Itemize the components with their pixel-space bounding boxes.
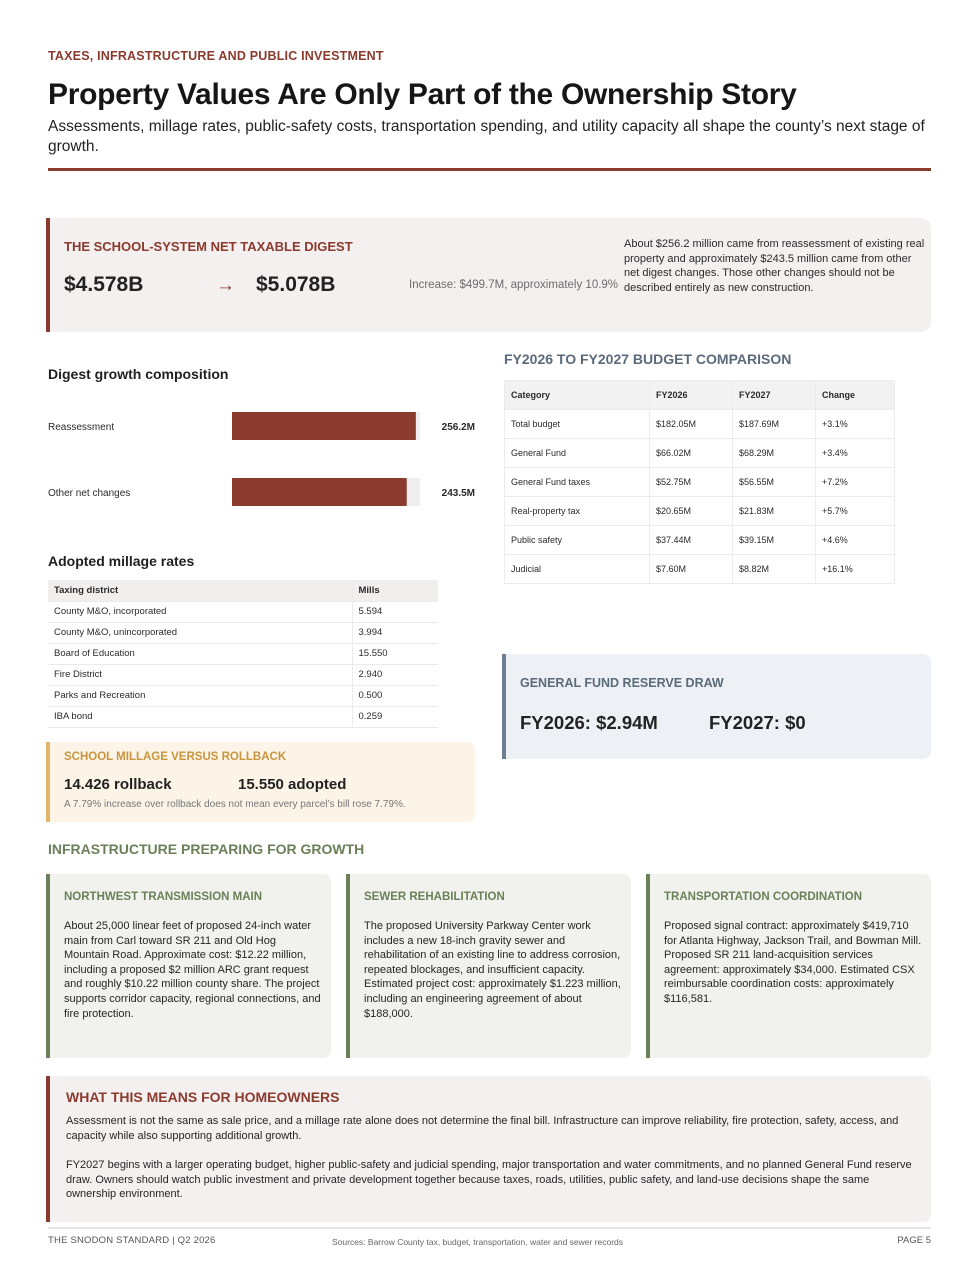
card-title: SEWER REHABILITATION xyxy=(364,891,505,903)
fy2027-cell: $21.83M xyxy=(733,497,816,526)
card-title: TRANSPORTATION COORDINATION xyxy=(664,891,863,903)
chart-title: Digest growth composition xyxy=(48,366,229,382)
column-header: Taxing district xyxy=(48,580,352,601)
school-millage-title: SCHOOL MILLAGE VERSUS ROLLBACK xyxy=(64,751,287,763)
table-row xyxy=(48,664,438,685)
district-cell: Parks and Recreation xyxy=(48,685,352,706)
table-header-row xyxy=(505,381,895,410)
table-row xyxy=(48,601,438,622)
table-row xyxy=(48,706,438,727)
bar xyxy=(232,478,407,506)
category-cell: General Fund xyxy=(505,439,650,468)
district-cell: Fire District xyxy=(48,664,352,685)
change-cell: +3.1% xyxy=(816,410,895,439)
school-millage-callout xyxy=(46,742,475,822)
mills-cell: 5.594 xyxy=(352,601,438,622)
category-cell: General Fund taxes xyxy=(505,468,650,497)
reserve-fy2027: FY2027: $0 xyxy=(709,712,806,733)
change-cell: +3.4% xyxy=(816,439,895,468)
category-label: Other net changes xyxy=(48,488,131,499)
change-cell: +5.7% xyxy=(816,497,895,526)
card-body: Proposed signal contract: approximately $419,710 for Atlanta Highway, Jackson Trail, and Bowman Mill. Proposed SR 211 land-acquisition services agreement: approximately $34,000. Estimated CSX reimbursable coordination costs: approximately $116,581. xyxy=(664,920,922,1005)
fy2026-cell: $37.44M xyxy=(650,526,733,555)
bar-value-label: 256.2M xyxy=(441,422,475,433)
card-sewer-rehabilitation xyxy=(346,874,631,1058)
millage-table xyxy=(48,580,438,728)
table-row xyxy=(505,439,895,468)
mills-cell: 3.994 xyxy=(352,622,438,643)
homeowners-callout xyxy=(46,1076,931,1222)
rollback-rate: 14.426 rollback xyxy=(64,776,172,793)
fy2027-cell: $187.69M xyxy=(733,410,816,439)
column-header: FY2026 xyxy=(650,381,733,410)
budget-title: FY2026 TO FY2027 BUDGET COMPARISON xyxy=(504,351,792,367)
bar xyxy=(232,412,416,440)
digest-growth-chart xyxy=(0,390,490,520)
homeowners-title: WHAT THIS MEANS FOR HOMEOWNERS xyxy=(66,1089,340,1105)
category-cell: Total budget xyxy=(505,410,650,439)
mills-cell: 0.500 xyxy=(352,685,438,706)
budget-table xyxy=(504,380,895,584)
column-header: Mills xyxy=(352,580,438,601)
district-cell: County M&O, unincorporated xyxy=(48,622,352,643)
millage-title: Adopted millage rates xyxy=(48,553,195,569)
table-row xyxy=(48,622,438,643)
publication-name: THE SNODON STANDARD | Q2 2026 xyxy=(48,1235,216,1246)
digest-to-value: $5.078B xyxy=(256,273,336,296)
digest-note: About $256.2 million came from reassessment of existing real property and approximately $243.5 million came from other net digest changes. Those other changes should not be described entirely as new construction. xyxy=(624,238,925,295)
card-transmission-main xyxy=(46,874,331,1058)
school-millage-note: A 7.79% increase over rollback does not mean every parcel’s bill rose 7.79%. xyxy=(64,799,406,810)
arrow-right-icon: → xyxy=(216,275,235,296)
section-kicker: TAXES, INFRASTRUCTURE AND PUBLIC INVESTMENT xyxy=(48,49,384,63)
page-subtitle: Assessments, millage rates, public-safety costs, transportation spending, and utility capacity all shape the county’s next stage of growth. xyxy=(48,118,925,155)
card-body: The proposed University Parkway Center work includes a new 18-inch gravity sewer and rehabilitation of an existing line to address corrosion, repeated blockages, and insufficient capacity. Estimated project cost: approximately $1.223 million, including an engineering agreement of about $188,000. xyxy=(364,920,621,1020)
sources-note: Sources: Barrow County tax, budget, transportation, water and sewer records xyxy=(332,1237,624,1247)
bar-value-label: 243.5M xyxy=(441,488,475,499)
column-header: FY2027 xyxy=(733,381,816,410)
homeowners-paragraph: FY2027 begins with a larger operating budget, higher public-safety and judicial spending, major transportation and water commitments, and no planned General Fund reserve draw. Owners should watch public investment and private development together because taxes, roads, utilities, public safety, and land-use decisions shape the same ownership environment. xyxy=(66,1159,912,1201)
adopted-rate: 15.550 adopted xyxy=(238,776,347,793)
footer-divider xyxy=(48,1227,931,1229)
digest-title: THE SCHOOL-SYSTEM NET TAXABLE DIGEST xyxy=(64,239,353,254)
page-number: PAGE 5 xyxy=(897,1235,931,1246)
card-transportation xyxy=(646,874,931,1058)
table-row xyxy=(48,643,438,664)
fy2026-cell: $20.65M xyxy=(650,497,733,526)
header-divider xyxy=(48,168,931,171)
district-cell: Board of Education xyxy=(48,643,352,664)
category-cell: Real-property tax xyxy=(505,497,650,526)
reserve-fy2026: FY2026: $2.94M xyxy=(520,712,658,733)
fy2026-cell: $52.75M xyxy=(650,468,733,497)
table-row xyxy=(505,497,895,526)
district-cell: IBA bond xyxy=(48,706,352,727)
reserve-title: GENERAL FUND RESERVE DRAW xyxy=(520,676,724,690)
reserve-draw-callout xyxy=(502,654,931,759)
change-cell: +7.2% xyxy=(816,468,895,497)
category-label: Reassessment xyxy=(48,422,115,433)
table-row xyxy=(505,410,895,439)
homeowners-paragraph: Assessment is not the same as sale price, and a millage rate alone does not determine the final bill. Infrastructure can improve reliability, fire protection, safety, access, and capacity while also supporting additional growth. xyxy=(66,1115,899,1142)
digest-increase: Increase: $499.7M, approximately 10.9% xyxy=(409,279,619,291)
fy2026-cell: $66.02M xyxy=(650,439,733,468)
column-header: Category xyxy=(505,381,650,410)
district-cell: County M&O, incorporated xyxy=(48,601,352,622)
digest-from-value: $4.578B xyxy=(64,273,144,296)
fy2027-cell: $8.82M xyxy=(733,555,816,584)
fy2027-cell: $56.55M xyxy=(733,468,816,497)
table-row xyxy=(48,685,438,706)
fy2026-cell: $7.60M xyxy=(650,555,733,584)
mills-cell: 2.940 xyxy=(352,664,438,685)
table-row xyxy=(505,526,895,555)
table-header-row xyxy=(48,580,438,601)
page-title: Property Values Are Only Part of the Ownership Story xyxy=(48,78,797,111)
table-row xyxy=(505,468,895,497)
column-header: Change xyxy=(816,381,895,410)
infrastructure-title: INFRASTRUCTURE PREPARING FOR GROWTH xyxy=(48,841,365,857)
fy2027-cell: $68.29M xyxy=(733,439,816,468)
mills-cell: 0.259 xyxy=(352,706,438,727)
fy2027-cell: $39.15M xyxy=(733,526,816,555)
category-cell: Judicial xyxy=(505,555,650,584)
digest-callout xyxy=(46,218,931,332)
fy2026-cell: $182.05M xyxy=(650,410,733,439)
mills-cell: 15.550 xyxy=(352,643,438,664)
table-row xyxy=(505,555,895,584)
category-cell: Public safety xyxy=(505,526,650,555)
change-cell: +4.6% xyxy=(816,526,895,555)
card-body: About 25,000 linear feet of proposed 24-inch water main from Carl toward SR 211 and Old Hog Mountain Road. Approximate cost: $12.22 million, including a proposed $2 million ARC grant request and roughly $10.22 million county share. The project supports corridor capacity, regional connections, and fire protection. xyxy=(64,920,321,1020)
change-cell: +16.1% xyxy=(816,555,895,584)
card-title: NORTHWEST TRANSMISSION MAIN xyxy=(64,891,263,903)
